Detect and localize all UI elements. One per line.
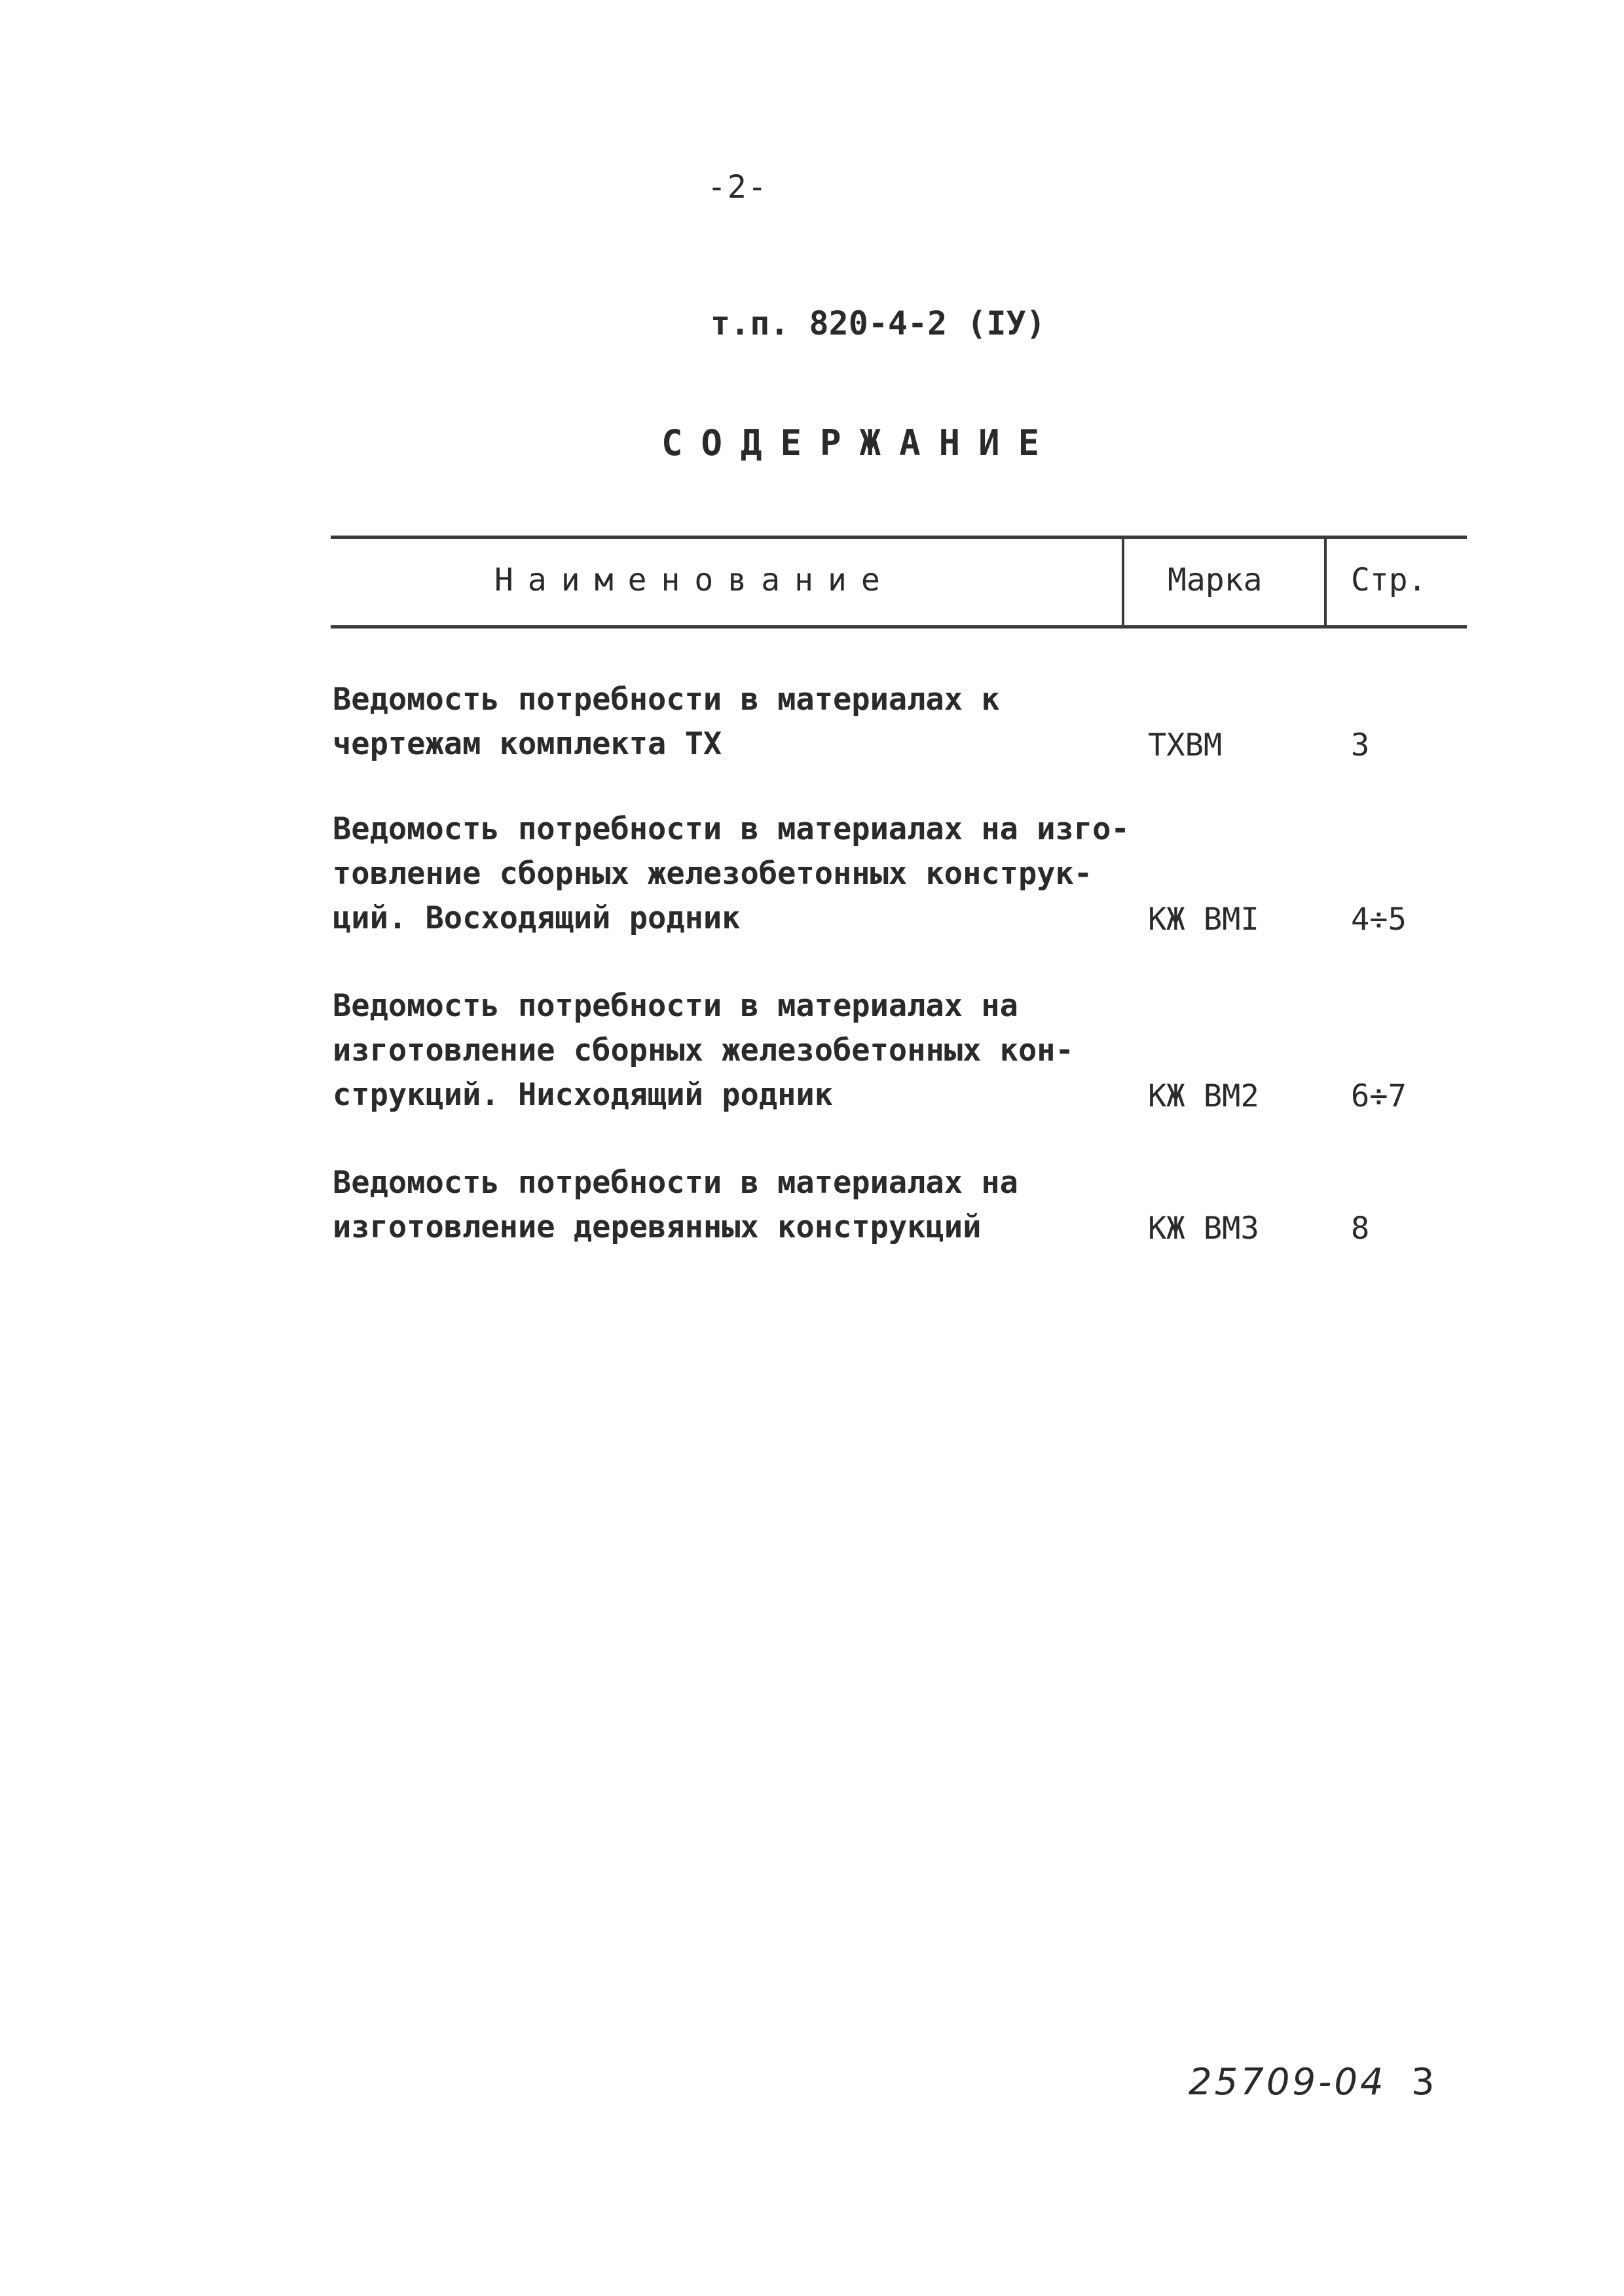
column-header-mark: Марка — [1168, 562, 1263, 598]
table-header-rule — [331, 625, 1467, 629]
column-divider-page — [1324, 536, 1327, 629]
page-number: -2- — [707, 169, 768, 206]
document-code: т.п. 820-4-2 (IУ) — [710, 304, 1046, 342]
page-title: СОДЕРЖАНИЕ — [661, 422, 1058, 464]
row-mark: КЖ ВМ2 — [1148, 1078, 1259, 1114]
column-header-page: Стр. — [1351, 562, 1427, 598]
table-top-rule — [331, 536, 1467, 539]
footer-document-number: 25709-04 — [1189, 2061, 1386, 2104]
row-mark: КЖ ВМ3 — [1148, 1211, 1259, 1247]
row-mark: КЖ ВМI — [1148, 902, 1259, 938]
row-mark: ТХВМ — [1148, 727, 1223, 763]
row-name: Ведомость потребности в материалах на изготовление сборных железобетонных кон- струкций. Нисходящий родник — [333, 988, 1074, 1113]
row-name: Ведомость потребности в материалах на изго- товление сборных железобетонных конструк- ций. Восходящий родник — [333, 811, 1130, 936]
column-divider-mark — [1122, 536, 1124, 629]
row-page: 4÷5 — [1351, 902, 1407, 938]
row-name: Ведомость потребности в материалах к чертежам комплекта ТХ — [333, 682, 1000, 762]
column-header-name: Наименование — [494, 562, 895, 598]
row-page: 6÷7 — [1351, 1078, 1407, 1114]
row-page: 8 — [1351, 1211, 1370, 1247]
row-name: Ведомость потребности в материалах на изготовление деревянных конструкций — [333, 1165, 1018, 1245]
row-page: 3 — [1351, 727, 1370, 763]
footer-page-number: 3 — [1411, 2061, 1435, 2104]
